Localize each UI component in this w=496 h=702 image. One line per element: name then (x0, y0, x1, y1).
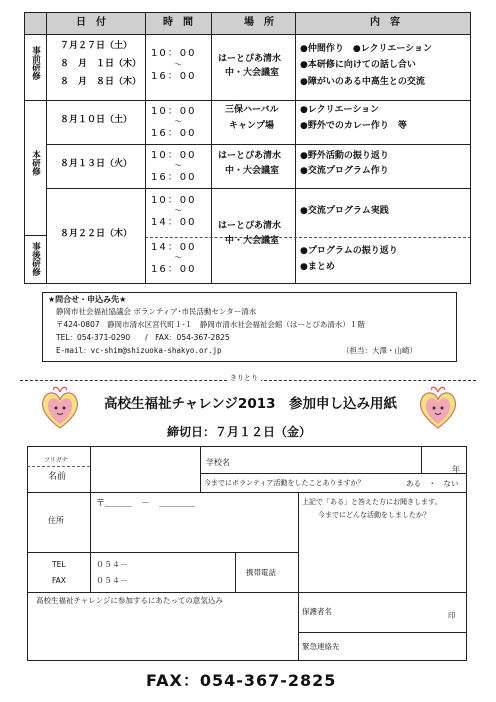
motivation-field[interactable] (29, 608, 297, 660)
row4-date: ８月２２日（木） (60, 229, 133, 239)
sched-hline (24, 34, 471, 35)
sched-hline (46, 188, 471, 189)
school-field[interactable] (248, 447, 420, 472)
form-vline (235, 552, 236, 592)
row1-content1: ●仲間作り ●レクリエーション (300, 44, 432, 54)
contact-persons: （担当：大澤・山崎） (342, 346, 417, 355)
row1-date1: ７月２７日（土） (60, 41, 133, 51)
row2-time-to: 16：00 (151, 128, 197, 139)
name-field[interactable] (91, 447, 199, 491)
sched-vline (46, 12, 47, 284)
heart-mascot-left-icon (38, 384, 82, 432)
contact-org: 静岡市社会福祉協議会 ボランティア･市民活動センター清水 (56, 307, 257, 316)
row4-content1: ●交流プログラム実践 (300, 206, 389, 216)
heart-mascot-right-icon (416, 384, 460, 432)
header-time: 時 間 (163, 17, 193, 28)
form-vline (298, 492, 299, 661)
row1-tilde: ～ (174, 60, 182, 69)
row1-content2: ●本研修に向けての話し合い (300, 60, 416, 70)
header-content: 内 容 (370, 17, 400, 28)
side-label-pre: 事前研修 (30, 46, 41, 80)
row1-place2: 中・大会議室 (225, 68, 280, 78)
furigana-divider (27, 466, 90, 467)
row1-time-from: 10：00 (151, 48, 197, 59)
row4-content2a: ●プログラムの振り返り (300, 246, 398, 256)
row4-time-from2: 14：00 (151, 242, 197, 253)
row2-place2: キャンプ場 (229, 121, 275, 131)
header-date: 日 付 (76, 17, 106, 28)
row4-tilde2: ～ (174, 253, 182, 262)
row3-content2: ●交流プログラム作り (300, 166, 389, 176)
row1-date2: ８ 月 １日（木） (60, 59, 142, 69)
mobile-field[interactable] (238, 580, 296, 591)
sched-hline (24, 235, 46, 236)
row2-tilde: ～ (174, 117, 182, 126)
cut-label: きりとり (227, 375, 261, 382)
row4-place1: はーとぴあ清水 (218, 221, 282, 231)
row4-time-from: 10：00 (151, 195, 197, 206)
emergency-label: 緊急連絡先 (302, 642, 340, 651)
motivation-label: 高校生福祉チャレンジに参加するにあたっての意気込み (36, 596, 223, 605)
activities-field[interactable] (300, 525, 466, 591)
emergency-field[interactable] (350, 640, 464, 658)
fax-field[interactable]: ０５４－ (96, 576, 128, 585)
row4-place2: 中・大会議室 (225, 236, 280, 246)
row2-content2: ●野外でのカレー作り 等 (300, 121, 407, 131)
address-field[interactable] (91, 515, 297, 551)
row1-place1: はーとぴあ清水 (218, 54, 282, 64)
postal-code-field[interactable]: 〒＿＿＿ － ＿＿＿＿ (96, 499, 196, 509)
name-label: 名前 (48, 472, 67, 482)
sched-vline (295, 12, 296, 284)
row2-date: ８月１０日（土） (60, 115, 133, 125)
contact-tel-fax: TEL：054-371-0290 / FAX：054-367-2825 (56, 333, 230, 342)
fax-label: FAX (52, 576, 66, 585)
tel-label: TEL (52, 560, 66, 569)
sched-dashed-line (145, 237, 471, 239)
tel-field[interactable]: ０５４－ (96, 560, 128, 569)
school-label: 学校名 (206, 458, 230, 467)
row1-content3: ●障がいのある中高生との交流 (300, 77, 425, 87)
form-hline (298, 632, 467, 633)
row4-time-to: 14：00 (151, 217, 197, 228)
row4-tilde: ～ (174, 206, 182, 215)
row1-time-to: 16：00 (151, 71, 197, 82)
row3-place1: はーとぴあ清水 (218, 151, 282, 161)
row4-time-to2: 16：00 (151, 264, 197, 275)
sched-hline (24, 100, 471, 101)
row1-date3: ８ 月 ８日（木） (60, 77, 142, 87)
form-vline (200, 446, 201, 492)
sched-vline (211, 12, 212, 284)
row2-time-from: 10：00 (151, 106, 197, 117)
sched-vline (145, 12, 146, 284)
followup-question-2: 今までにどんな活動をしましたか？ (318, 511, 430, 519)
row3-place2: 中・大会議室 (225, 166, 280, 176)
address-label: 住所 (48, 516, 64, 525)
sched-hline (46, 144, 471, 145)
row3-content1: ●野外活動の振り返り (300, 151, 389, 161)
seal-mark: 印 (448, 611, 456, 620)
row3-tilde: ～ (174, 161, 182, 170)
row3-time-from: 10：00 (151, 150, 197, 161)
volunteer-question: 今までにボランティア活動をしたことありますか？ (204, 479, 365, 487)
side-label-post: 事後研修 (30, 242, 41, 276)
row3-time-to: 16：00 (151, 172, 197, 183)
furigana-label: フリガナ (44, 457, 68, 464)
form-deadline: 締切日：７月１２日（金） (167, 425, 312, 439)
side-label-main: 本研修 (30, 150, 41, 176)
contact-address: 〒424-0807 静岡市清水区宮代町１-１ 静岡市清水社会福祉会館（はーとぴあ清水）１階 (56, 320, 365, 329)
form-hline (27, 552, 298, 553)
form-vline (421, 446, 422, 473)
row3-date: ８月１３日（火） (60, 159, 133, 169)
form-hline (200, 473, 467, 474)
contact-email: E-mail：vc-shim@shizuoka-shakyo.or.jp (56, 346, 222, 355)
fax-footer: FAX：054-367-2825 (146, 671, 337, 690)
volunteer-answer-options[interactable]: ある ・ ない (406, 479, 459, 488)
form-hline (27, 592, 467, 593)
mobile-label: 携帯電話 (246, 568, 276, 577)
form-hline (27, 492, 467, 493)
form-title: 高校生福祉チャレンジ2013 参加申し込み用紙 (104, 396, 397, 412)
guardian-label: 保護者名 (302, 607, 332, 616)
followup-question-1: 上記で「ある」と答えた方にお聞きします。 (302, 498, 442, 506)
row2-content1: ●レクリエーション (300, 105, 380, 115)
row4-content2b: ●まとめ (300, 262, 335, 272)
header-place: 場 所 (244, 17, 274, 28)
contact-heading: ★問合せ・申込み先★ (48, 295, 127, 304)
grade-suffix: 年 (452, 465, 460, 474)
row2-place1: 三保ハーバル (225, 105, 279, 115)
